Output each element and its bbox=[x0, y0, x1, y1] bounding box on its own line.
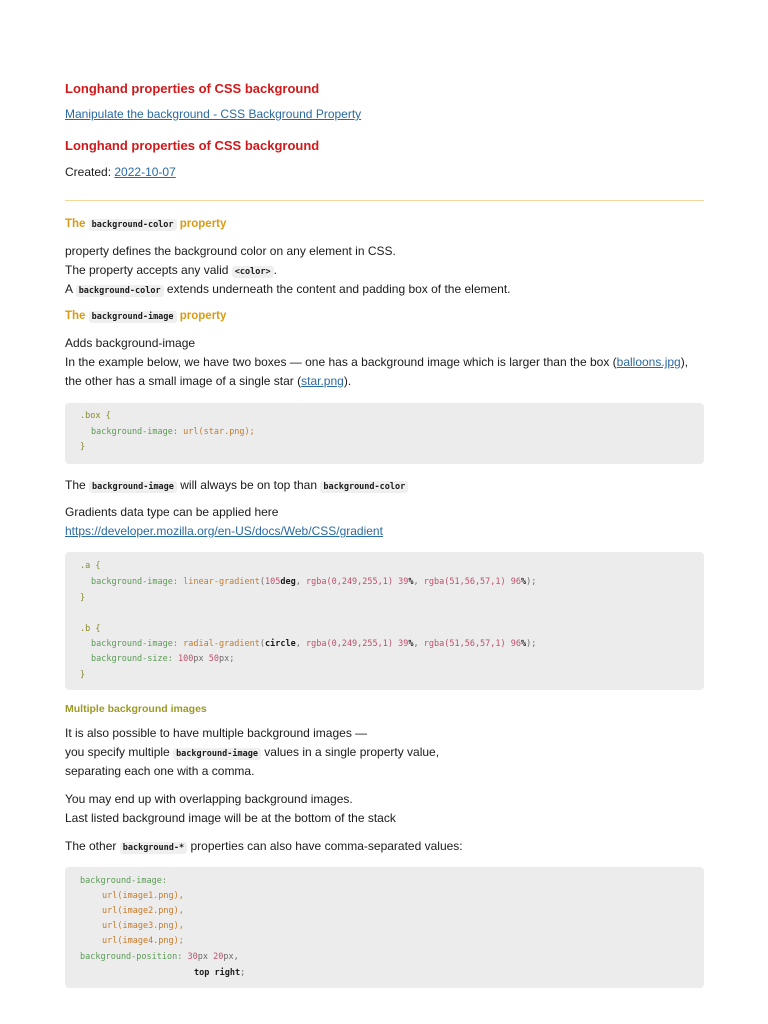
created-row bbox=[65, 163, 176, 182]
page-title bbox=[65, 79, 319, 98]
code-block-box bbox=[65, 403, 704, 464]
paragraph-line bbox=[65, 261, 277, 282]
heading-post: property bbox=[179, 218, 227, 230]
code-kw: top right bbox=[194, 968, 241, 978]
code-fn: url bbox=[102, 891, 118, 901]
heading-pre: The bbox=[65, 310, 86, 322]
code-arg: (image1.png), bbox=[117, 891, 184, 901]
text: It is also possible to have multiple background images — bbox=[65, 726, 368, 740]
source-link-row bbox=[65, 105, 361, 124]
text: separating each one with a comma. bbox=[65, 764, 255, 778]
code-arg: (0,249,255,1) bbox=[326, 577, 393, 587]
paragraph-line bbox=[65, 334, 195, 353]
code-line: background-image: linear-gradient(105deg, rgba(0,249,255,1) 39%, rgba(51,56,57,1) 96%); bbox=[91, 577, 537, 587]
code-fn: rgba bbox=[305, 577, 327, 587]
code-line: } bbox=[80, 593, 86, 603]
title-text: Longhand properties of CSS background bbox=[65, 81, 320, 96]
mdn-gradient-link[interactable]: https://developer.mozilla.org/en-US/docs/Web/CSS/gradient bbox=[65, 524, 383, 538]
code-num: 50 bbox=[208, 654, 219, 664]
text: you specify multiple bbox=[65, 745, 170, 759]
text: the other has a small image of a single star ( bbox=[65, 374, 302, 388]
code-arg: (image2.png), bbox=[117, 906, 184, 916]
paragraph-line bbox=[65, 522, 383, 541]
paragraph-line bbox=[65, 837, 463, 858]
divider bbox=[65, 200, 704, 201]
text: The property accepts any valid bbox=[65, 263, 229, 277]
code-unit: deg bbox=[280, 577, 296, 587]
article-title-text: Longhand properties of CSS background bbox=[65, 138, 320, 153]
paragraph-line bbox=[65, 353, 688, 372]
text: extends underneath the content and padding box of the element. bbox=[166, 282, 511, 296]
section-heading-background-color bbox=[65, 215, 226, 235]
heading-code: background-color bbox=[89, 219, 177, 231]
code-fn: url bbox=[102, 921, 118, 931]
code-line bbox=[102, 919, 184, 934]
code-line: background-image: radial-gradient(circle, rgba(0,249,255,1) 39%, rgba(51,56,57,1) 96%); bbox=[91, 639, 537, 649]
code-num: 30 bbox=[187, 952, 198, 962]
code-kw: circle bbox=[265, 639, 296, 649]
text: will always be on top than bbox=[180, 478, 318, 492]
code-block-gradients bbox=[65, 552, 704, 690]
text: values in a single property value, bbox=[264, 745, 440, 759]
paragraph-line bbox=[65, 242, 396, 261]
code-arg: (51,56,57,1) bbox=[444, 639, 506, 649]
code-line: } bbox=[80, 442, 86, 452]
code-line: .b { bbox=[80, 624, 101, 634]
text: The other bbox=[65, 839, 117, 853]
text: Adds background-image bbox=[65, 336, 196, 350]
created-label: Created: bbox=[65, 165, 112, 179]
text: Gradients data type can be applied here bbox=[65, 505, 279, 519]
code-prop: background-size: bbox=[91, 654, 173, 664]
code-prop: background-image: bbox=[91, 427, 178, 437]
heading-post: property bbox=[179, 310, 227, 322]
code-line bbox=[91, 425, 255, 440]
paragraph-line bbox=[65, 372, 351, 391]
paragraph-line bbox=[65, 476, 408, 497]
code-line: background-size: 100px 50px; bbox=[91, 654, 235, 664]
star-link[interactable]: star.png bbox=[301, 374, 344, 388]
inline-code: <color> bbox=[232, 266, 274, 278]
code-num: 20 bbox=[213, 952, 224, 962]
code-fn: url bbox=[183, 427, 199, 437]
code-line: background-image: bbox=[80, 876, 167, 886]
inline-code: background-color bbox=[76, 285, 164, 297]
inline-code: background-image bbox=[173, 748, 261, 760]
paragraph-line bbox=[65, 280, 511, 301]
text: property defines the background color on any element in CSS. bbox=[65, 244, 396, 258]
code-line bbox=[102, 934, 184, 949]
code-prop: background-position: bbox=[80, 952, 183, 962]
paragraph-line bbox=[65, 743, 439, 764]
code-line bbox=[102, 904, 184, 919]
code-line: .a { bbox=[80, 561, 101, 571]
source-link[interactable]: Manipulate the background - CSS Background Property bbox=[65, 107, 362, 121]
code-arg: (image3.png), bbox=[117, 921, 184, 931]
code-prop: background-image: bbox=[91, 639, 178, 649]
text: In the example below, we have two boxes — one has a background image which is larger than the box ( bbox=[65, 355, 617, 369]
code-fn: url bbox=[102, 906, 118, 916]
code-prop: background-image: bbox=[91, 577, 178, 587]
code-fn: linear-gradient bbox=[183, 577, 260, 587]
code-arg: (image4.png); bbox=[117, 936, 184, 946]
inline-code: background-* bbox=[120, 842, 187, 854]
code-line: .box { bbox=[80, 411, 111, 421]
text: . bbox=[273, 263, 277, 277]
paragraph-line bbox=[65, 503, 278, 522]
code-arg: (0,249,255,1) bbox=[326, 639, 393, 649]
heading-text: Multiple background images bbox=[65, 703, 207, 715]
text: A bbox=[65, 282, 73, 296]
code-line: } bbox=[80, 670, 86, 680]
article-title bbox=[65, 136, 319, 155]
paragraph-line bbox=[65, 809, 396, 828]
text: properties can also have comma-separated values: bbox=[190, 839, 463, 853]
code-fn: url bbox=[102, 936, 118, 946]
created-date-link[interactable]: 2022-10-07 bbox=[114, 165, 176, 179]
code-num: 96 bbox=[510, 577, 522, 587]
heading-code: background-image bbox=[89, 311, 177, 323]
text: ), bbox=[680, 355, 689, 369]
code-fn: rgba bbox=[305, 639, 327, 649]
code-num: 96 bbox=[510, 639, 522, 649]
code-line: top right; bbox=[194, 968, 246, 978]
code-line: background-position: 30px 20px, bbox=[80, 952, 239, 962]
code-line bbox=[102, 889, 184, 904]
heading-pre: The bbox=[65, 218, 86, 230]
code-fn: rgba bbox=[423, 577, 445, 587]
code-num: 100 bbox=[178, 654, 194, 664]
code-fn: rgba bbox=[423, 639, 445, 649]
section-heading-multiple bbox=[65, 700, 207, 719]
text: The bbox=[65, 478, 86, 492]
code-arg: (51,56,57,1) bbox=[444, 577, 506, 587]
code-num: 105 bbox=[265, 577, 281, 587]
code-num: 39 bbox=[398, 577, 409, 587]
text: Last listed background image will be at the bottom of the stack bbox=[65, 811, 396, 825]
inline-code: background-image bbox=[89, 481, 177, 493]
balloons-link[interactable]: balloons.jpg bbox=[616, 355, 681, 369]
paragraph-line bbox=[65, 790, 353, 809]
paragraph-line bbox=[65, 762, 254, 781]
code-num: 39 bbox=[398, 639, 409, 649]
text: ). bbox=[343, 374, 352, 388]
inline-code: background-color bbox=[320, 481, 408, 493]
section-heading-background-image bbox=[65, 307, 226, 327]
code-block-multiple bbox=[65, 867, 704, 988]
code-arg: (star.png); bbox=[198, 427, 255, 437]
text: You may end up with overlapping background images. bbox=[65, 792, 353, 806]
code-fn: radial-gradient bbox=[183, 639, 260, 649]
paragraph-line bbox=[65, 724, 367, 743]
